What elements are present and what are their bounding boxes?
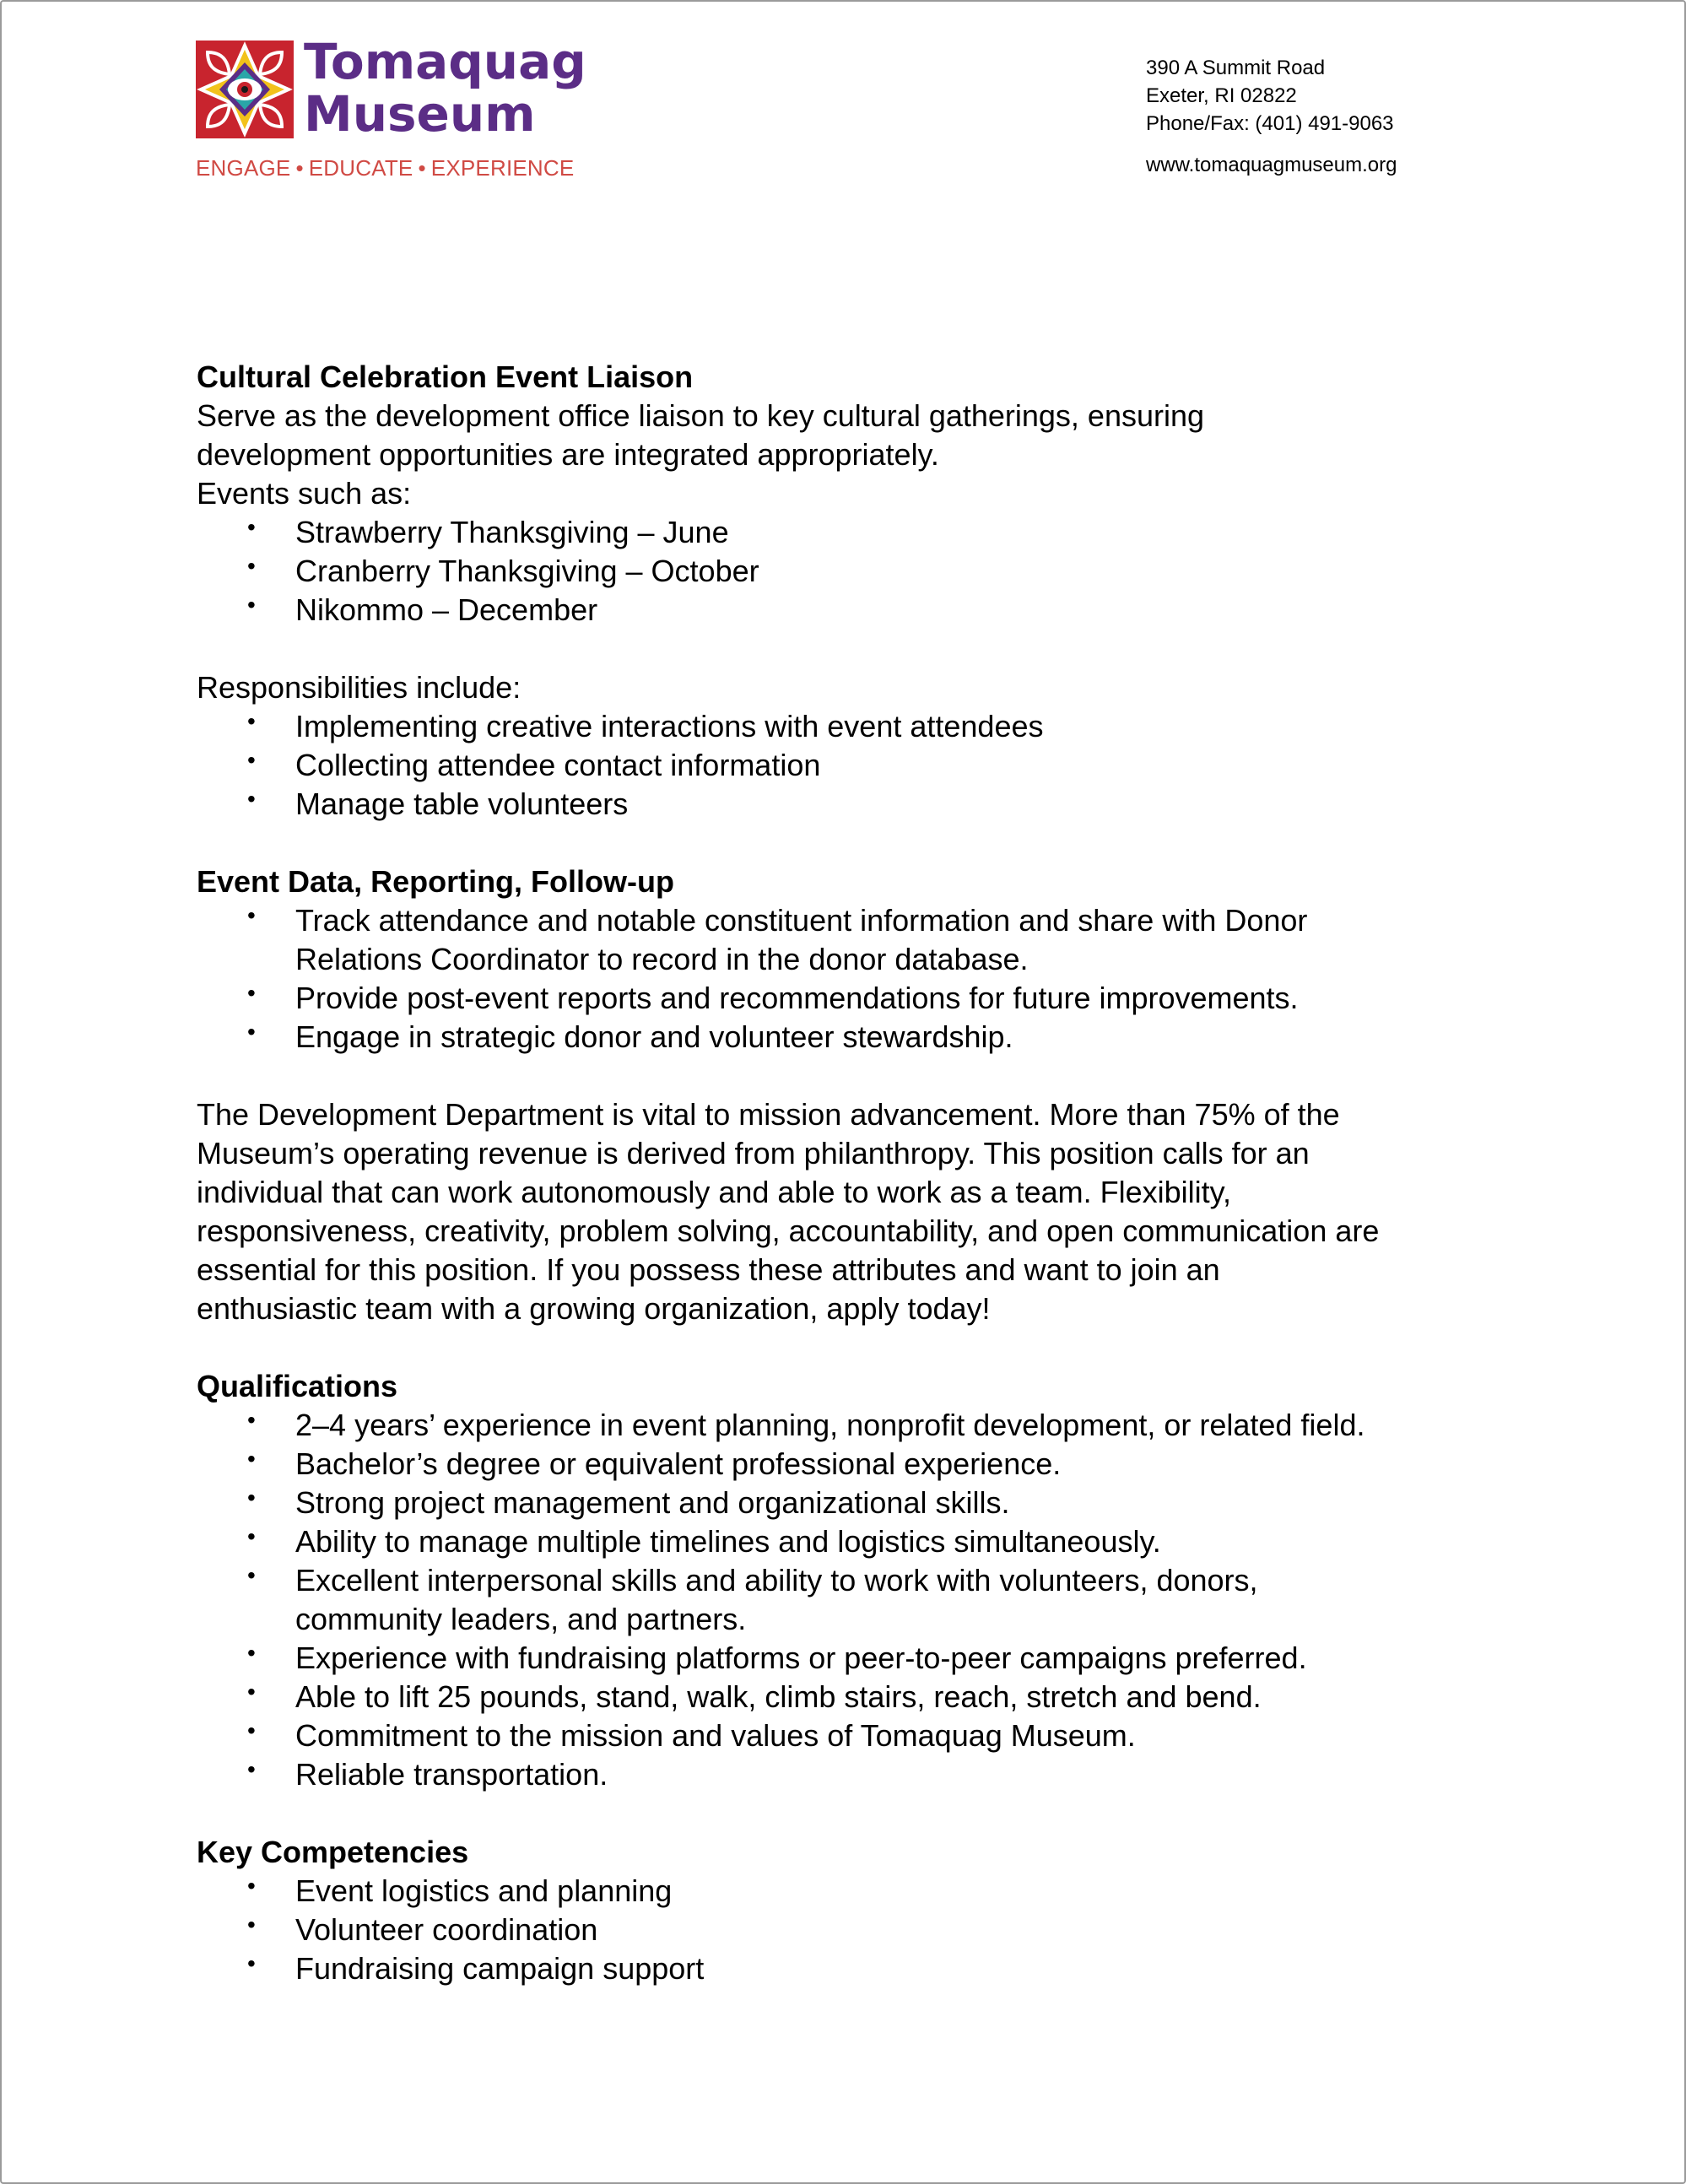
bullet-icon: • <box>247 980 256 1006</box>
list-item: • Track attendance and notable constituent information and share with Donor Relations Coordinator to record in the donor database. <box>197 901 1513 979</box>
bullet-icon: • <box>247 1679 256 1705</box>
list-item: • Manage table volunteers <box>197 785 1513 824</box>
logo-name-line1: Tomaquag <box>304 33 586 90</box>
address-street: 390 A Summit Road <box>1146 57 1326 79</box>
address-phone: Phone/Fax: (401) 491-9063 <box>1146 112 1394 135</box>
events-label: Events such as: <box>197 476 412 511</box>
list-item: • Volunteer coordination <box>197 1911 1513 1949</box>
section-title-liaison: Cultural Celebration Event Liaison <box>197 359 694 394</box>
website-link[interactable]: www.tomaquagmuseum.org <box>1146 154 1397 176</box>
section-title-event-data: Event Data, Reporting, Follow-up <box>197 864 674 899</box>
bullet-icon: • <box>247 786 256 812</box>
list-item: • Strawberry Thanksgiving – June <box>197 513 1513 552</box>
bullet-icon: • <box>247 1756 256 1782</box>
competencies-list <box>197 1872 1513 1988</box>
section-title-competencies: Key Competencies <box>197 1835 469 1869</box>
logo-tagline <box>196 155 574 181</box>
list-item: • Implementing creative interactions with event attendees <box>197 707 1513 746</box>
logo-name-line2: Museum <box>304 85 536 143</box>
bullet-icon: • <box>247 1019 256 1045</box>
list-item: • Nikommo – December <box>197 591 1513 630</box>
list-item: • Fundraising campaign support <box>197 1949 1513 1988</box>
bullet-icon: • <box>247 747 256 773</box>
bullet-icon: • <box>247 1484 256 1511</box>
bullet-icon: • <box>247 1562 256 1588</box>
bullet-icon: • <box>247 1873 256 1899</box>
bullet-icon: • <box>247 902 256 928</box>
tagline-separator: • <box>418 155 426 181</box>
liaison-intro-line1: Serve as the development office liaison to key cultural gatherings, ensuring <box>197 398 1205 433</box>
tagline-educate: EDUCATE <box>308 155 413 181</box>
bullet-icon: • <box>247 1446 256 1472</box>
job-description <box>197 358 1513 1988</box>
list-item: • Bachelor’s degree or equivalent professional experience. <box>197 1445 1513 1484</box>
address-city: Exeter, RI 02822 <box>1146 84 1297 107</box>
list-item: • Strong project management and organizational skills. <box>197 1484 1513 1522</box>
tagline-separator: • <box>295 155 304 181</box>
bullet-icon: • <box>247 1407 256 1433</box>
bullet-icon: • <box>247 1640 256 1666</box>
qualifications-list <box>197 1406 1513 1794</box>
bullet-icon: • <box>247 553 256 579</box>
list-item: • Reliable transportation. <box>197 1755 1513 1794</box>
liaison-intro-line2: development opportunities are integrated appropriately. <box>197 437 939 472</box>
bullet-icon: • <box>247 592 256 618</box>
museum-logo <box>196 33 586 192</box>
logo-wordmark <box>304 33 586 143</box>
event-data-list <box>197 901 1513 1057</box>
bullet-icon: • <box>247 1950 256 1976</box>
list-item: • Engage in strategic donor and volunteer stewardship. <box>197 1018 1513 1057</box>
list-item: • Cranberry Thanksgiving – October <box>197 552 1513 591</box>
bullet-icon: • <box>247 1911 256 1938</box>
list-item: • 2–4 years’ experience in event planning, nonprofit development, or related field. <box>197 1406 1513 1445</box>
list-item: • Commitment to the mission and values of Tomaquag Museum. <box>197 1716 1513 1755</box>
logo-star-icon <box>196 41 294 138</box>
list-item: • Ability to manage multiple timelines and logistics simultaneously. <box>197 1522 1513 1561</box>
development-paragraph: The Development Department is vital to mission advancement. More than 75% of the Museum’s operating revenue is derived from philanthropy. This position calls for an individual that can work autonomously and able to work as a team. Flexibility, responsiveness, creativity, problem solving, accountability, and open communication are essential for this position. If you possess these attributes and want to join an enthusiastic team with a growing organization, apply today! <box>197 1097 1380 1326</box>
tagline-experience: EXPERIENCE <box>430 155 575 181</box>
list-item: • Experience with fundraising platforms or peer-to-peer campaigns preferred. <box>197 1639 1513 1678</box>
bullet-icon: • <box>247 514 256 540</box>
bullet-icon: • <box>247 1523 256 1549</box>
bullet-icon: • <box>247 708 256 734</box>
list-item: • Event logistics and planning <box>197 1872 1513 1911</box>
responsibilities-label: Responsibilities include: <box>197 670 521 705</box>
bullet-icon: • <box>247 1717 256 1743</box>
section-title-qualifications: Qualifications <box>197 1369 398 1403</box>
list-item: • Collecting attendee contact information <box>197 746 1513 785</box>
list-item: • Able to lift 25 pounds, stand, walk, climb stairs, reach, stretch and bend. <box>197 1678 1513 1716</box>
contact-address <box>1146 54 1397 179</box>
list-item: • Provide post-event reports and recommendations for future improvements. <box>197 979 1513 1018</box>
events-list <box>197 513 1513 630</box>
list-item: • Excellent interpersonal skills and ability to work with volunteers, donors, community leaders, and partners. <box>197 1561 1513 1639</box>
tagline-engage: ENGAGE <box>196 155 291 181</box>
responsibilities-list <box>197 707 1513 824</box>
